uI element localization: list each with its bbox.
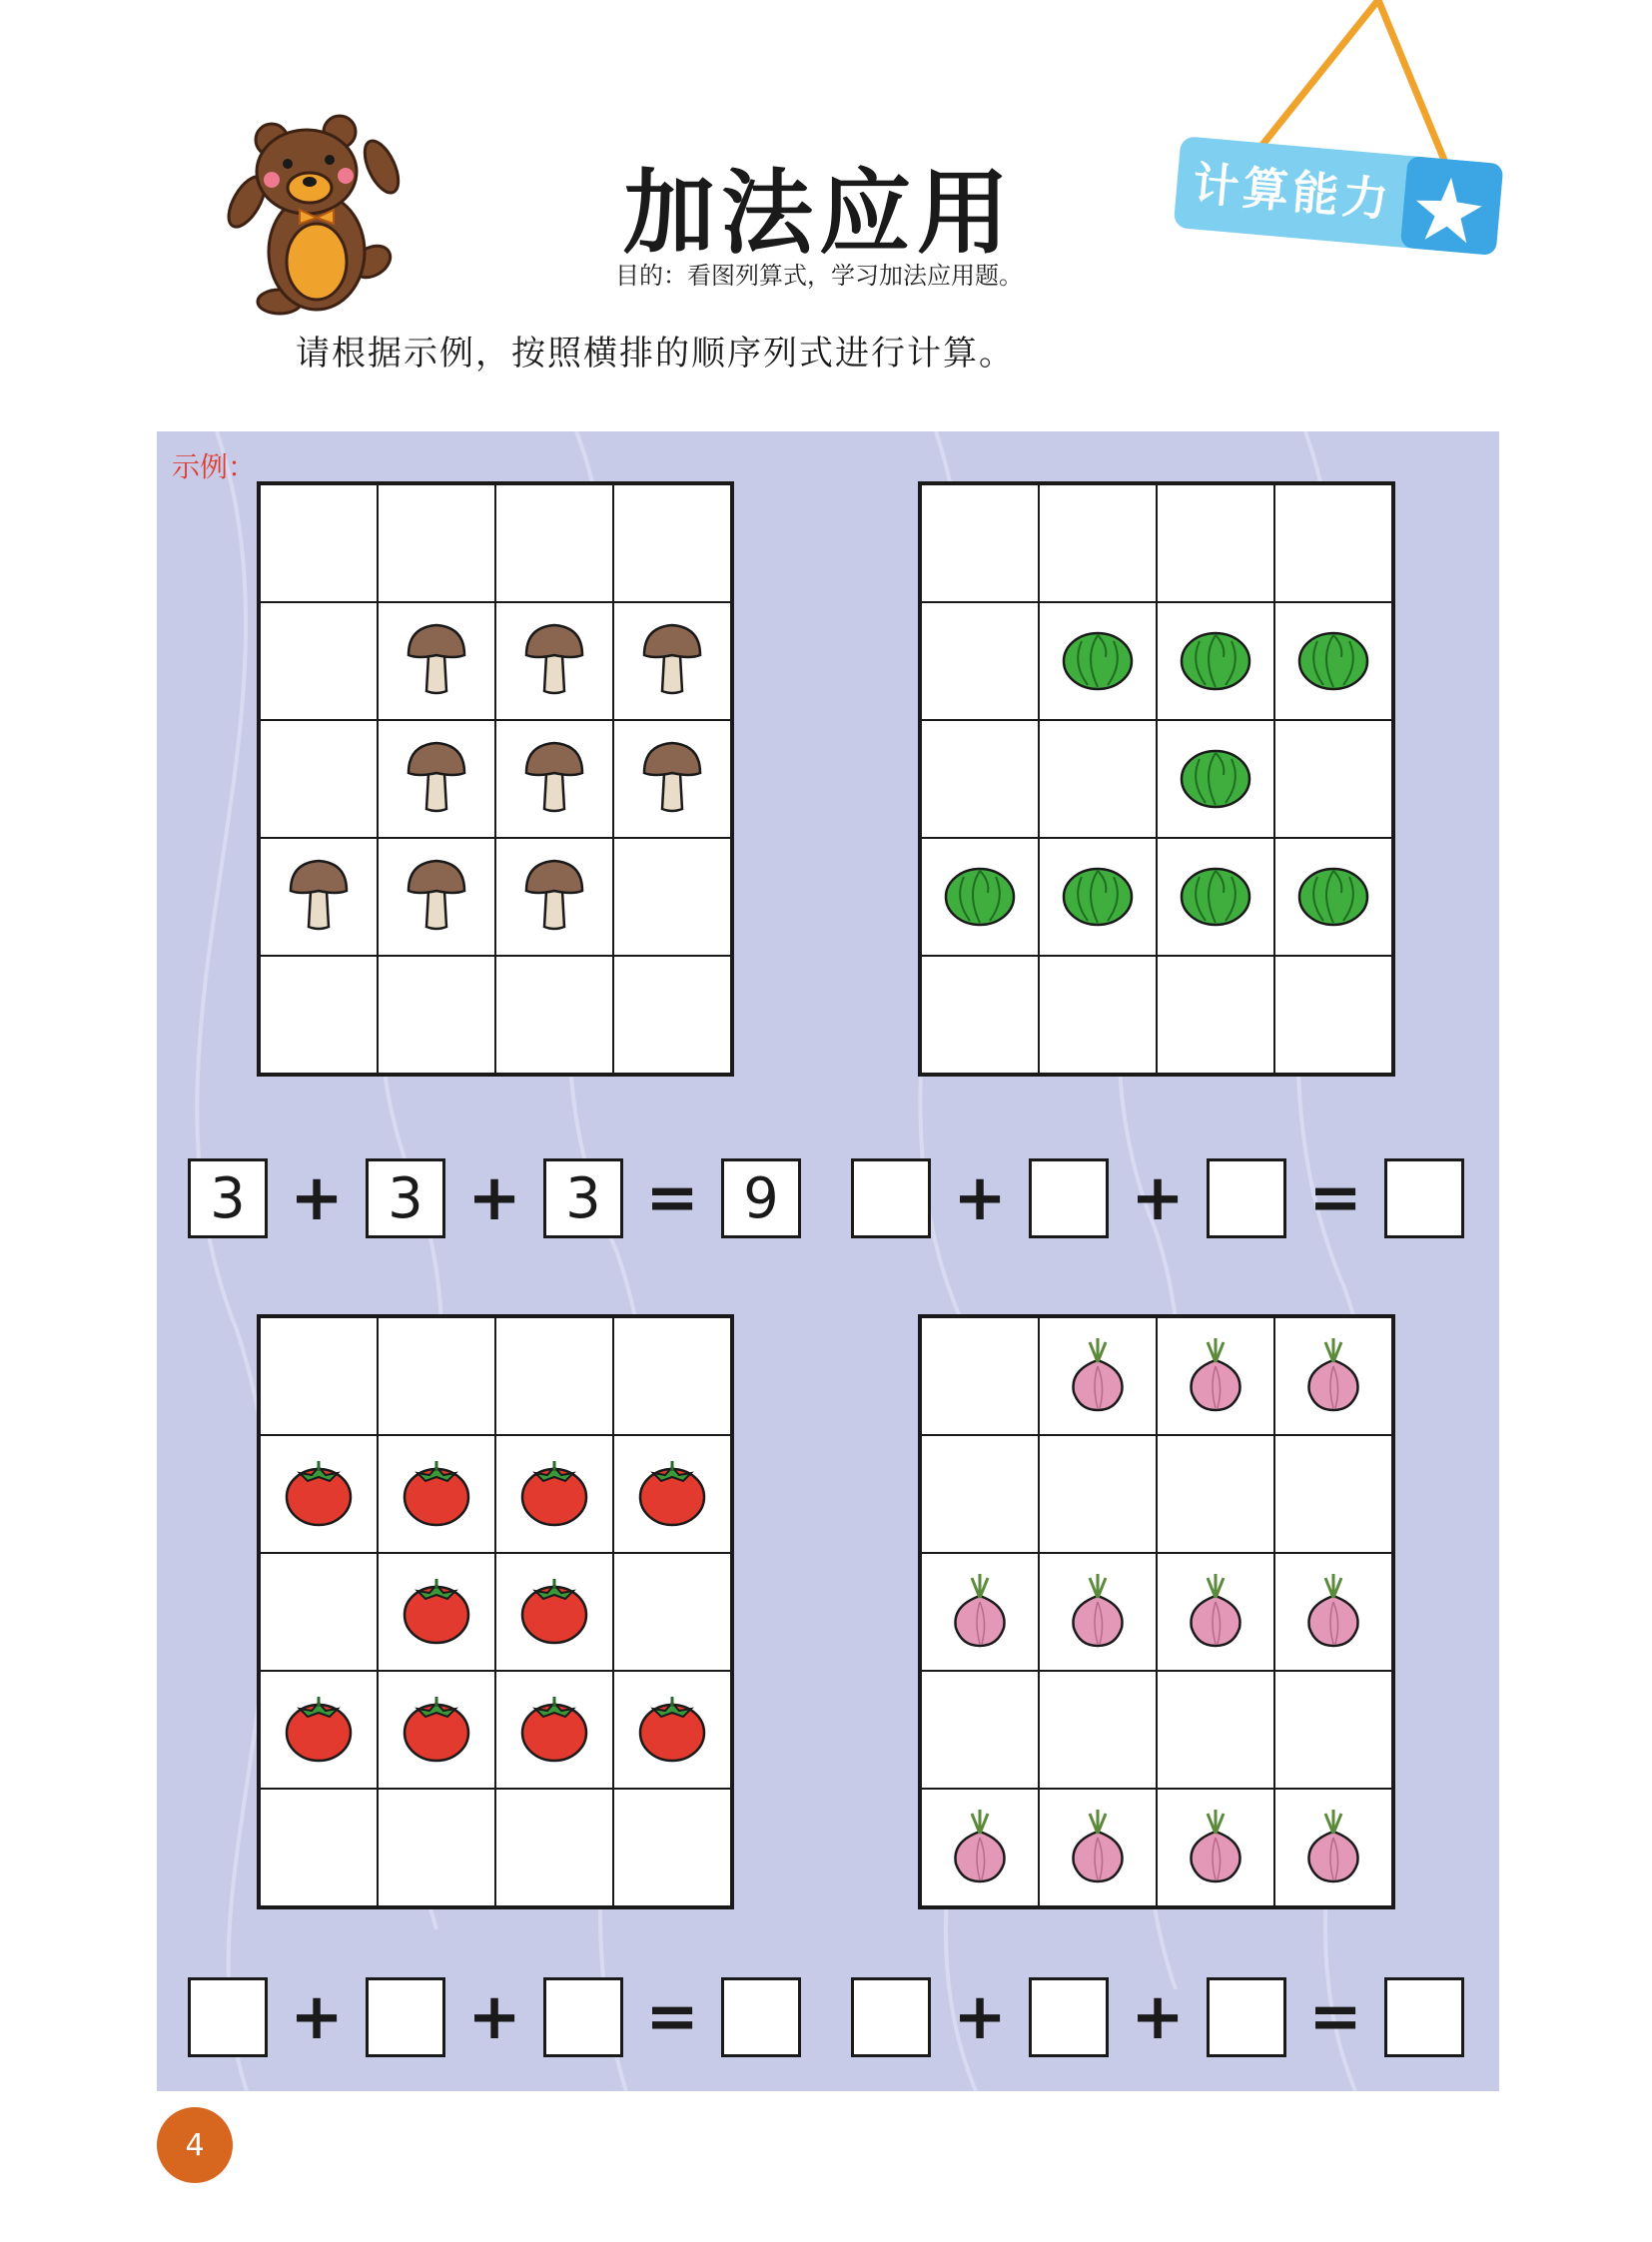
plus-sign: + (290, 1980, 344, 2054)
grid-cell (260, 838, 378, 956)
mushroom-icon (522, 857, 586, 937)
answer-box[interactable] (721, 1977, 801, 2057)
grid-cell (613, 602, 731, 720)
exercise-grid-1 (257, 481, 734, 1077)
grid-cell (260, 720, 378, 838)
grid-cell (613, 484, 731, 602)
addend-box[interactable]: 3 (543, 1158, 623, 1238)
grid-cell (1039, 1317, 1157, 1435)
tomato-icon (637, 1693, 707, 1767)
grid-cell (260, 484, 378, 602)
grid-cell (921, 1317, 1039, 1435)
grid-cell (613, 1553, 731, 1671)
mushroom-icon (640, 739, 704, 819)
tomato-icon (402, 1693, 471, 1767)
grid-cell (921, 1789, 1039, 1906)
grid-cell (260, 1317, 378, 1435)
grid-cell (378, 1317, 495, 1435)
tomato-icon (402, 1457, 471, 1531)
addend-box[interactable] (1029, 1977, 1109, 2057)
answer-box[interactable]: 9 (721, 1158, 801, 1238)
equation-row-3 (188, 1977, 801, 2057)
grid-cell (921, 956, 1039, 1074)
grid-cell (921, 1553, 1039, 1671)
grid-cell (613, 1671, 731, 1789)
mushroom-icon (287, 857, 351, 937)
grid-cell (1039, 484, 1157, 602)
equation-row-2 (851, 1158, 1464, 1238)
grid-cell (260, 1435, 378, 1553)
equation-row-1 (188, 1158, 801, 1238)
addend-box[interactable] (851, 1158, 931, 1238)
grid-cell (1157, 602, 1274, 720)
grid-cell (378, 1789, 495, 1906)
grid-cell (1039, 720, 1157, 838)
grid-cell (921, 838, 1039, 956)
equation-row-4 (851, 1977, 1464, 2057)
exercise-grid-2 (918, 481, 1395, 1077)
page-subtitle: 目的：看图列算式，学习加法应用题。 (615, 262, 1023, 290)
addend-box[interactable] (851, 1977, 931, 2057)
onion-icon (1186, 1808, 1245, 1887)
addend-box[interactable]: 3 (366, 1158, 445, 1238)
mushroom-icon (405, 857, 468, 937)
grid-cell (378, 1435, 495, 1553)
equals-sign: = (645, 1161, 699, 1235)
grid-cell (1039, 1553, 1157, 1671)
grid-cell (1157, 1553, 1274, 1671)
cabbage-icon (1062, 863, 1134, 931)
mushroom-icon (405, 739, 468, 819)
addend-box[interactable]: 3 (188, 1158, 268, 1238)
plus-sign: + (953, 1980, 1007, 2054)
grid-cell (260, 1671, 378, 1789)
grid-cell (1274, 720, 1392, 838)
tomato-icon (284, 1457, 354, 1531)
cabbage-icon (1180, 627, 1251, 695)
grid-cell (1039, 602, 1157, 720)
grid-cell (1157, 838, 1274, 956)
onion-icon (950, 1808, 1010, 1887)
grid-cell (495, 602, 613, 720)
tomato-icon (519, 1575, 589, 1649)
grid-cell (921, 484, 1039, 602)
addend-box[interactable] (1207, 1977, 1286, 2057)
grid-cell (1274, 838, 1392, 956)
bear-mascot-icon (222, 112, 412, 324)
addend-box[interactable] (188, 1977, 268, 2057)
addend-box[interactable] (1029, 1158, 1109, 1238)
grid-cell (1274, 956, 1392, 1074)
grid-cell (260, 956, 378, 1074)
grid-cell (613, 838, 731, 956)
grid-cell (1274, 484, 1392, 602)
grid-cell (495, 1671, 613, 1789)
grid-cell (495, 720, 613, 838)
cabbage-icon (1062, 627, 1134, 695)
grid-cell (613, 1435, 731, 1553)
grid-cell (613, 1789, 731, 1906)
plus-sign: + (290, 1161, 344, 1235)
grid-cell (495, 484, 613, 602)
instruction-text: 请根据示例，按照横排的顺序列式进行计算。 (296, 334, 1015, 374)
exercise-grid-3 (257, 1314, 734, 1909)
mushroom-icon (405, 621, 468, 701)
grid-cell (260, 602, 378, 720)
equals-sign: = (645, 1980, 699, 2054)
grid-cell (260, 1553, 378, 1671)
exercise-grid-4 (918, 1314, 1395, 1909)
cabbage-icon (1297, 863, 1369, 931)
onion-icon (1068, 1808, 1128, 1887)
page-title: 加法应用 (622, 160, 1015, 267)
grid-cell (1274, 1671, 1392, 1789)
answer-box[interactable] (1384, 1158, 1464, 1238)
grid-cell (378, 602, 495, 720)
grid-cell (378, 838, 495, 956)
equals-sign: = (1308, 1161, 1362, 1235)
grid-cell (1274, 1317, 1392, 1435)
tomato-icon (519, 1457, 589, 1531)
grid-cell (495, 838, 613, 956)
grid-cell (495, 956, 613, 1074)
grid-cell (921, 720, 1039, 838)
mushroom-icon (640, 621, 704, 701)
plus-sign: + (1131, 1980, 1185, 2054)
onion-icon (1303, 1572, 1363, 1652)
grid-cell (495, 1435, 613, 1553)
onion-icon (1068, 1336, 1128, 1416)
onion-icon (950, 1572, 1010, 1652)
grid-cell (1157, 1789, 1274, 1906)
grid-cell (1274, 1553, 1392, 1671)
grid-cell (1157, 484, 1274, 602)
grid-cell (1157, 956, 1274, 1074)
grid-cell (495, 1317, 613, 1435)
cabbage-icon (1180, 863, 1251, 931)
grid-cell (378, 484, 495, 602)
cabbage-icon (1180, 745, 1251, 813)
grid-cell (495, 1789, 613, 1906)
grid-cell (378, 1671, 495, 1789)
grid-cell (1039, 956, 1157, 1074)
grid-cell (378, 1553, 495, 1671)
grid-cell (1039, 1789, 1157, 1906)
example-label: 示例： (172, 450, 257, 483)
grid-cell (613, 1317, 731, 1435)
grid-cell (378, 720, 495, 838)
plus-sign: + (467, 1161, 521, 1235)
grid-cell (1157, 1671, 1274, 1789)
onion-icon (1186, 1336, 1245, 1416)
grid-cell (1274, 1789, 1392, 1906)
cabbage-icon (1297, 627, 1369, 695)
addend-box[interactable] (543, 1977, 623, 2057)
grid-cell (260, 1789, 378, 1906)
tomato-icon (402, 1575, 471, 1649)
onion-icon (1186, 1572, 1245, 1652)
onion-icon (1068, 1572, 1128, 1652)
grid-cell (1039, 1435, 1157, 1553)
tomato-icon (284, 1693, 354, 1767)
grid-cell (921, 602, 1039, 720)
addend-box[interactable] (1207, 1158, 1286, 1238)
addend-box[interactable] (366, 1977, 445, 2057)
grid-cell (1274, 602, 1392, 720)
equals-sign: = (1308, 1980, 1362, 2054)
answer-box[interactable] (1384, 1977, 1464, 2057)
tomato-icon (637, 1457, 707, 1531)
onion-icon (1303, 1336, 1363, 1416)
grid-cell (921, 1671, 1039, 1789)
mushroom-icon (522, 621, 586, 701)
cabbage-icon (944, 863, 1016, 931)
mushroom-icon (522, 739, 586, 819)
grid-cell (921, 1435, 1039, 1553)
grid-cell (1157, 1317, 1274, 1435)
plus-sign: + (1131, 1161, 1185, 1235)
grid-cell (1157, 1435, 1274, 1553)
skill-tag-label: 计算能力 (1191, 156, 1395, 228)
grid-cell (1157, 720, 1274, 838)
plus-sign: + (953, 1161, 1007, 1235)
grid-cell (1039, 1671, 1157, 1789)
tomato-icon (519, 1693, 589, 1767)
onion-icon (1303, 1808, 1363, 1887)
grid-cell (1274, 1435, 1392, 1553)
grid-cell (378, 956, 495, 1074)
page-number-badge: 4 (157, 2107, 233, 2183)
grid-cell (1039, 838, 1157, 956)
grid-cell (495, 1553, 613, 1671)
plus-sign: + (467, 1980, 521, 2054)
grid-cell (613, 720, 731, 838)
grid-cell (613, 956, 731, 1074)
